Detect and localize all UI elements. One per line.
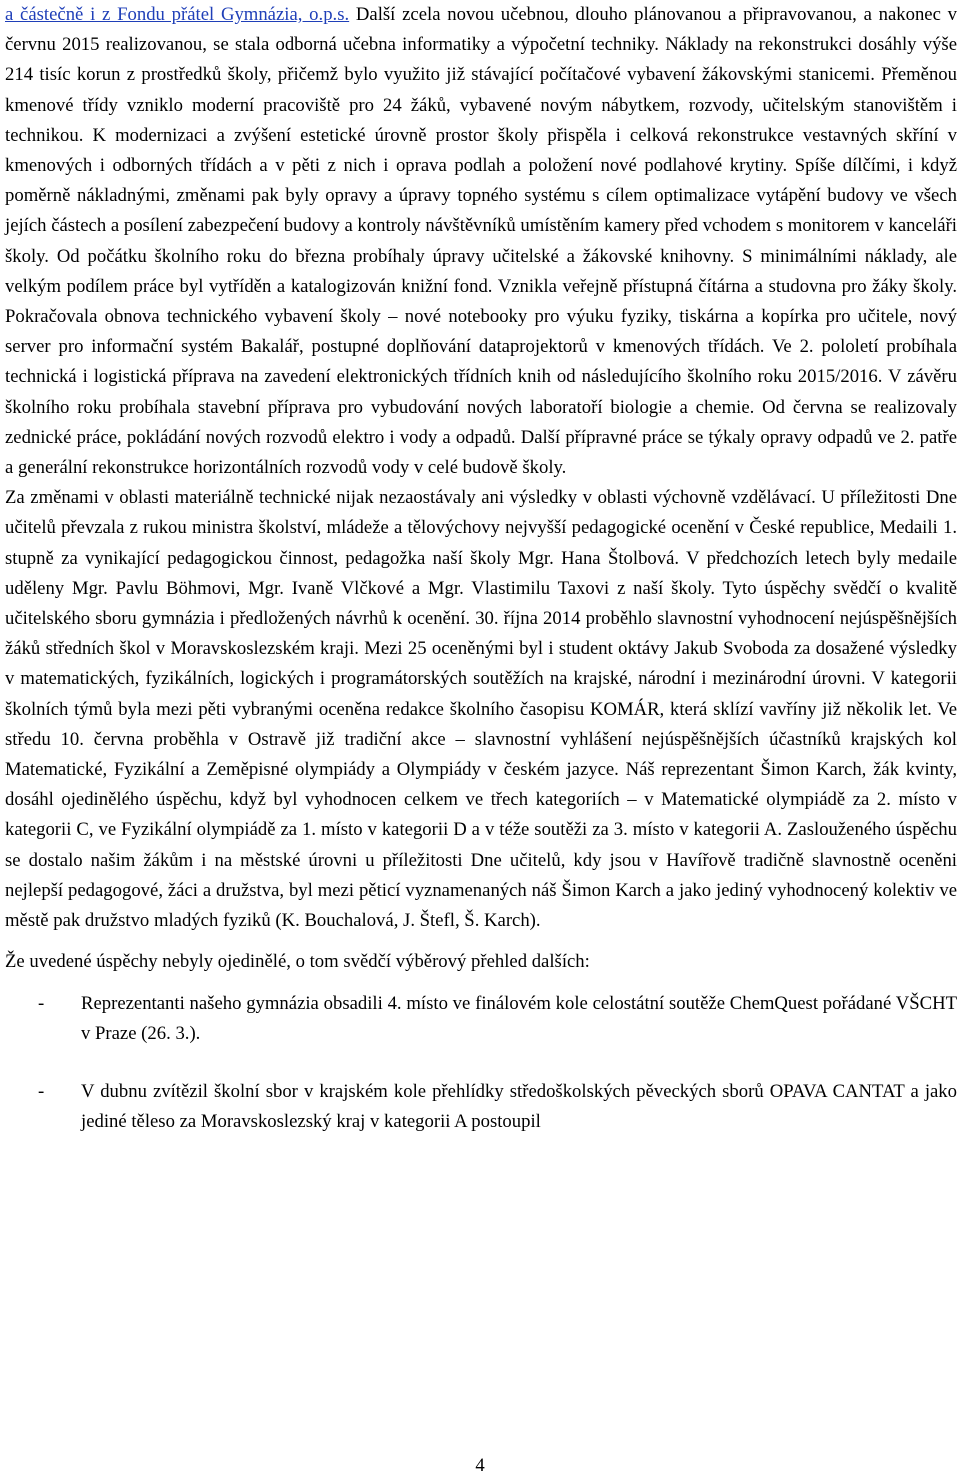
paragraph-achievements-text: Za změnami v oblasti materiálně technické nijak nezaostávaly ani výsledky v oblasti výchovně vzdělávací. U příležitosti Dne učitelů převzala z rukou ministra školství, mládeže a tělovýchovy nejvyšší pedagogické ocenění v České republice, Medaili 1. stupně za vynikající pedagogickou činnost, pedagožka naší školy Mgr. Hana Štolbová. V předchozích letech byly medaile uděleny Mgr. Pavlu Böhmovi, Mgr. Ivaně Vlčkové a Mgr. Vlastimilu Taxovi z naší školy. Tyto úspěchy svědčí o kvalitě učitelského sboru gymnázia i předložených návrhů k ocenění. 30. října 2014 proběhlo slavnostní vyhodnocení nejúspěšnějších žáků středních škol v Moravskoslezském kraji. Mezi 25 oceněnými byl i student oktávy Jakub Svoboda za dosažené výsledky v matematických, fyzikálních, logických i programátorských soutěžích na krajské, národní i mezinárodní úrovni. V kategorii školních týmů byla mezi pěti vybranými oceněna redakce školního časopisu KOMÁR, která sklízí vavříny již několik let. Ve středu 10. června proběhla v Ostravě již tradiční akce – slavnostní vyhlášení nejúspěšnějších účastníků krajských kol Matematické, Fyzikální a Zeměpisné olympiády a Olympiády v českém jazyce. Náš reprezentant Šimon Karch, žák kvinty, dosáhl ojedinělého úspěchu, když byl vyhodnocen celkem ve třech kategoriích – v Matematické olympiádě za 2. místo v kategorii C, ve Fyzikální olympiádě za 1. místo v kategorii D a v téže soutěži za 3. místo v kategorii A. Zaslouženého úspěchu se dostalo našim žákům i na městské úrovni u příležitosti Dne učitelů, kdy jsou v Havířově tradičně slavnostně oceněni nejlepší pedagogové, žáci a družstva, byl mezi pěticí vyznamenaných náš Šimon Karch a jako jediný vyhodnocený kolektiv ve městě pak družstvo mladých fyziků (K. Bouchalová, J. Štefl, Š. Karch). [5,487,957,932]
dash-bullet: - [38,1080,45,1102]
paragraph-achievements [5,483,957,936]
list-item-text: V dubnu zvítězil školní sbor v krajském kole přehlídky středoškolských pěveckých sborů OPAVA CANTAT a jako jediné těleso za Moravskoslezský kraj v kategorii A postoupil [81,1080,957,1133]
list-item [5,1077,957,1137]
list-item [5,989,957,1049]
fund-link[interactable]: a částečně i z Fondu přátel Gymnázia, o.p.s. [5,4,350,25]
spacer [5,978,957,989]
list-item-text: Reprezentanti našeho gymnázia obsadili 4. místo ve finálovém kole celostátní soutěže ChemQuest pořádané VŠCHT v Praze (26. 3.). [81,992,957,1044]
achievements-list [5,989,957,1138]
dash-bullet: - [38,992,45,1014]
paragraph-facilities [5,0,957,483]
paragraph-intro-list [5,947,957,977]
paragraph-facilities-text: Další zcela novou učebnou, dlouho plánovanou a připravovanou, a nakonec v červnu 2015 realizovanou, se stala odborná učebna informatiky a výpočetní techniky. Náklady na rekonstrukci dosáhly výše 214 tisíc korun z prostředků školy, přičemž bylo využito již stávající počítačové vybavení žákovskými stanicemi. Přeměnou kmenové třídy vzniklo moderní pracoviště pro 24 žáků, vybavené novým nábytkem, rozvody, učitelským stanovištěm i technikou. K modernizaci a zvýšení estetické úrovně prostor školy přispěla i celková rekonstrukce vestavných skříní v kmenových i odborných třídách a v pěti z nich i oprava podlah a položení nové podlahové krytiny. Spíše dílčími, i když poměrně nákladnými, změnami pak byly opravy a úpravy topného systému s cílem optimalizace vytápění budovy ve všech jejích částech a posílení zabezpečení budovy a kontroly návštěvníků umístěním kamery před vchodem s monitorem v kanceláři školy. Od počátku školního roku do března probíhaly úpravy učitelské a žákovské knihovny. S minimálními náklady, ale velkým podílem práce byl vytříděn a katalogizován knižní fond. Vznikla veřejně přístupná čítárna a studovna pro žáky školy. Pokračovala obnova technického vybavení školy – nové notebooky pro výuku fyziky, tiskárna a kopírka pro učitele, nový server pro informační systém Bakalář, postupné doplňování dataprojektorů v kmenových třídách. Ve 2. pololetí probíhala technická i logistická příprava na zavedení elektronických třídních knih od následujícího školního roku 2015/2016. V závěru školního roku probíhala stavební příprava pro vybudování nových laboratoří biologie a chemie. Od června se realizovaly zednické práce, pokládání nových rozvodů elektro i vody a odpadů. Další přípravné práce se týkaly opravy odpadů ve 2. patře a generální rekonstrukce horizontálních rozvodů vody v celé budově školy. [5,4,958,479]
spacer [5,936,957,947]
document-page [5,0,957,1137]
page-number: 4 [475,1455,485,1476]
paragraph-intro-list-text: Že uvedené úspěchy nebyly ojedinělé, o tom svědčí výběrový přehled dalších: [5,951,590,973]
